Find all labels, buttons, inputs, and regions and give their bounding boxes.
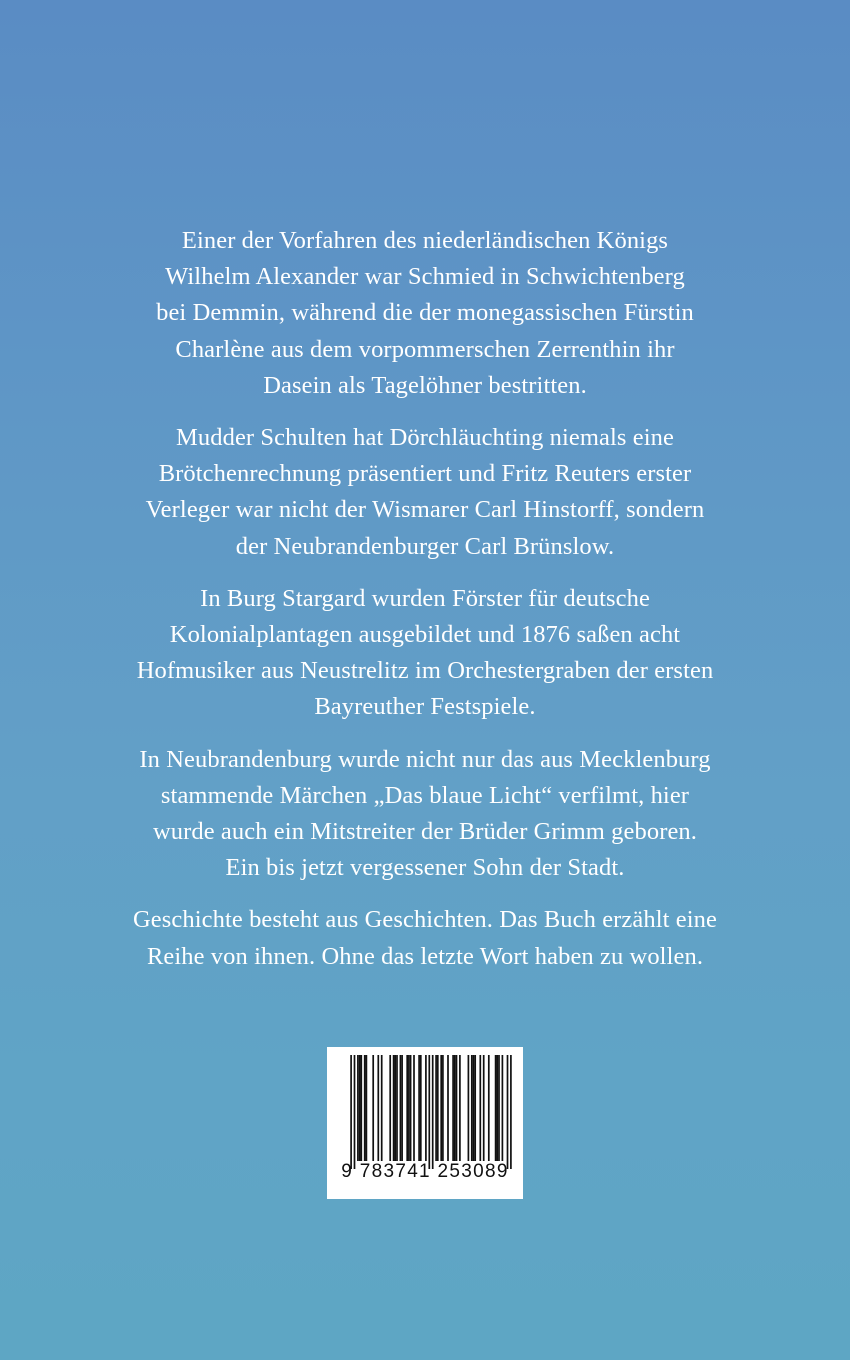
barcode-bar [442,1055,444,1161]
barcode-bar [496,1055,498,1161]
blurb-line: Mudder Schulten hat Dörchläuchting niemals eine [176,424,674,452]
blurb-line: Bayreuther Festspiele. [314,693,536,721]
barcode-bar [393,1055,395,1161]
barcode-bar [456,1055,458,1161]
blurb-line: Geschichte besteht aus Geschichten. Das Buch erzählt eine [133,906,717,934]
barcode-bar [502,1055,504,1161]
blurb-line: der Neubrandenburger Carl Brünslow. [235,532,615,560]
barcode-bar [408,1055,410,1161]
barcode-bar [507,1055,509,1169]
barcode-bar [440,1055,442,1161]
barcode-bar [359,1055,361,1161]
barcode-bar [372,1055,374,1161]
barcode-bar [454,1055,456,1161]
barcode-bar [420,1055,422,1161]
barcode-bar [495,1055,497,1161]
barcode-bar [366,1055,368,1161]
barcode-bar [396,1055,398,1161]
barcode-bar [354,1055,356,1169]
barcode-bar [418,1055,420,1161]
blurb-line: Dasein als Tagelöhner bestritten. [263,371,587,399]
barcode-bar [498,1055,500,1161]
barcode-bar [471,1055,473,1161]
blurb-line: Hofmusiker aus Neustrelitz im Orchestergraben der ersten [136,657,714,685]
barcode-bar [425,1055,427,1161]
barcode-bar [432,1055,434,1169]
barcode-bar [473,1055,475,1161]
barcode-bar [452,1055,454,1161]
blurb-paragraph-5 [60,902,790,974]
blurb-paragraph-3 [60,581,790,726]
blurb-line: Verleger war nicht der Wismarer Carl Hinstorff, sondern [145,496,705,524]
barcode-bar [447,1055,449,1161]
barcode-bar [428,1055,430,1169]
barcode-bar [401,1055,403,1161]
blurb-line: In Burg Stargard wurden Förster für deutsche [200,584,650,612]
barcode-bar [474,1055,476,1161]
barcode-bar [360,1055,362,1161]
barcode-bar [437,1055,439,1161]
barcode-bar [468,1055,470,1161]
blurb-paragraph-4 [60,742,790,887]
barcode-bar [350,1055,352,1169]
barcode-bar [394,1055,396,1161]
blurb-line: Ein bis jetzt vergessener Sohn der Stadt. [225,854,625,882]
blurb-line: Kolonialplantagen ausgebildet und 1876 saßen acht [169,621,681,649]
barcode-bar [381,1055,383,1161]
blurb-line: Brötchenrechnung präsentiert und Fritz Reuters erster [158,460,692,488]
blurb-line: Einer der Vorfahren des niederländischen Königs [181,227,669,254]
barcode-bar [479,1055,481,1161]
blurb-line: Wilhelm Alexander war Schmied in Schwichtenberg [165,263,685,291]
blurb-line: Reihe von ihnen. Ohne das letzte Wort haben zu wollen. [146,942,704,970]
barcode-bar [510,1055,512,1169]
barcode-bar [435,1055,437,1161]
barcode-bar [483,1055,485,1161]
barcode-bar [459,1055,461,1161]
blurb-line: bei Demmin, während die der monegassischen Fürstin [156,299,694,327]
barcode-bar [413,1055,415,1161]
barcode-bar [364,1055,366,1161]
blurb-line: wurde auch ein Mitstreiter der Brüder Grimm geboren. [152,818,698,846]
barcode-bar [488,1055,490,1161]
isbn-barcode [327,1047,523,1199]
blurb-text [60,223,790,991]
blurb-line: In Neubrandenburg wurde nicht nur das aus Mecklenburg [139,745,711,773]
barcode-bar [357,1055,359,1161]
blurb-line: Charlène aus dem vorpommerschen Zerrenthin ihr [175,335,675,363]
barcode-bar [410,1055,412,1161]
isbn-number: 9 783741 253089 [341,1161,509,1182]
barcode-bar [389,1055,391,1161]
blurb-paragraph-2 [60,420,790,565]
barcode-bar [400,1055,402,1161]
barcode-bar [406,1055,408,1161]
blurb-paragraph-1 [60,223,790,404]
barcode-bar [377,1055,379,1161]
blurb-line: stammende Märchen „Das blaue Licht“ verfilmt, hier [160,781,690,809]
